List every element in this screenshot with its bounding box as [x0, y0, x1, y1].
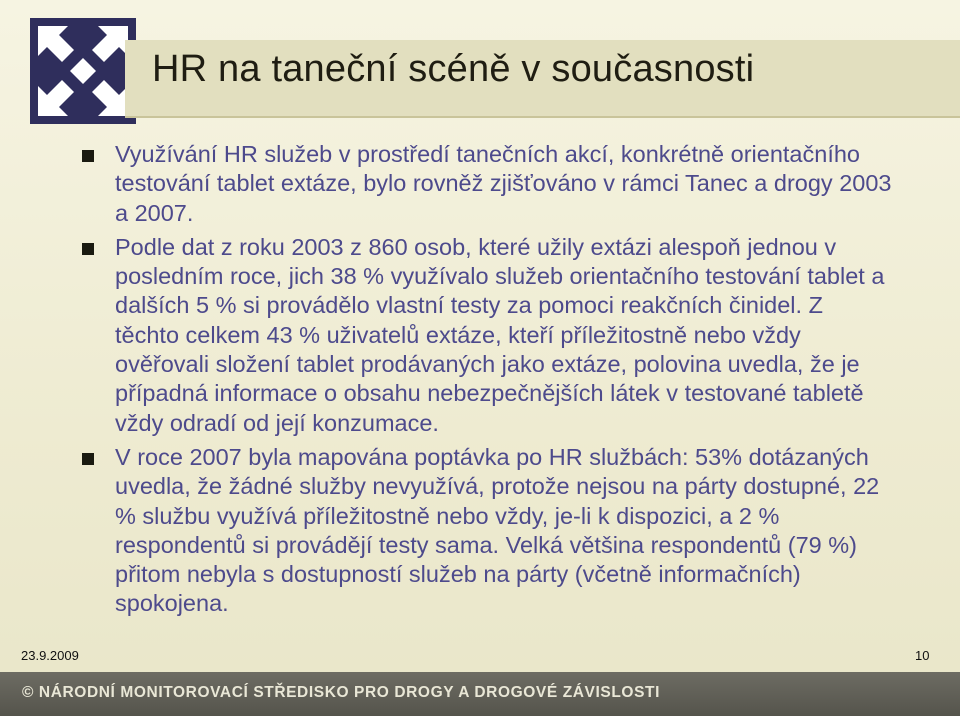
arrows-logo-icon [30, 18, 136, 124]
square-bullet-icon [82, 243, 94, 255]
footer-organization: © NÁRODNÍ MONITOROVACÍ STŘEDISKO PRO DROGY A DROGOVÉ ZÁVISLOSTI [22, 684, 660, 701]
bullet-list [82, 140, 892, 624]
bullet-text: Využívání HR služeb v prostředí tanečních akcí, konkrétně orientačního testování tablet extáze, bylo rovněž zjišťováno v rámci Tanec a drogy 2003 a 2007. [115, 141, 892, 226]
bullet-item [82, 233, 892, 438]
slide-date: 23.9.2009 [21, 648, 79, 663]
bullet-item [82, 443, 892, 619]
page-number: 10 [915, 648, 930, 663]
bullet-item [82, 140, 892, 228]
bullet-text: V roce 2007 byla mapována poptávka po HR službách: 53% dotázaných uvedla, že žádné služby nevyužívá, protože nejsou na párty dostupné, 22 % službu využívá příležitostně nebo vždy, je-li k dispozici, a 2 % respondentů si provádějí testy sama. Velká většina respondentů (79 %) přitom nebyla s dostupností služeb na párty (včetně informačních) spokojena. [115, 443, 880, 617]
square-bullet-icon [82, 453, 94, 465]
square-bullet-icon [82, 150, 94, 162]
bullet-text: Podle dat z roku 2003 z 860 osob, které užily extázi alespoň jednou v posledním roce, jich 38 % využívalo služeb orientačního testování tablet a dalších 5 % si provádělo vlastní testy za pomoci reakčních činidel. Z těchto celkem 43 % uživatelů extáze, kteří příležitostně nebo vždy ověřovali složení tablet prodávaných jako extáze, polovina uvedla, že je případná informace o obsahu nebezpečnějších látek v testované tabletě vždy odradí od její konzumace. [115, 233, 885, 436]
slide-title: HR na taneční scéně v současnosti [152, 48, 755, 90]
title-divider [125, 116, 960, 118]
